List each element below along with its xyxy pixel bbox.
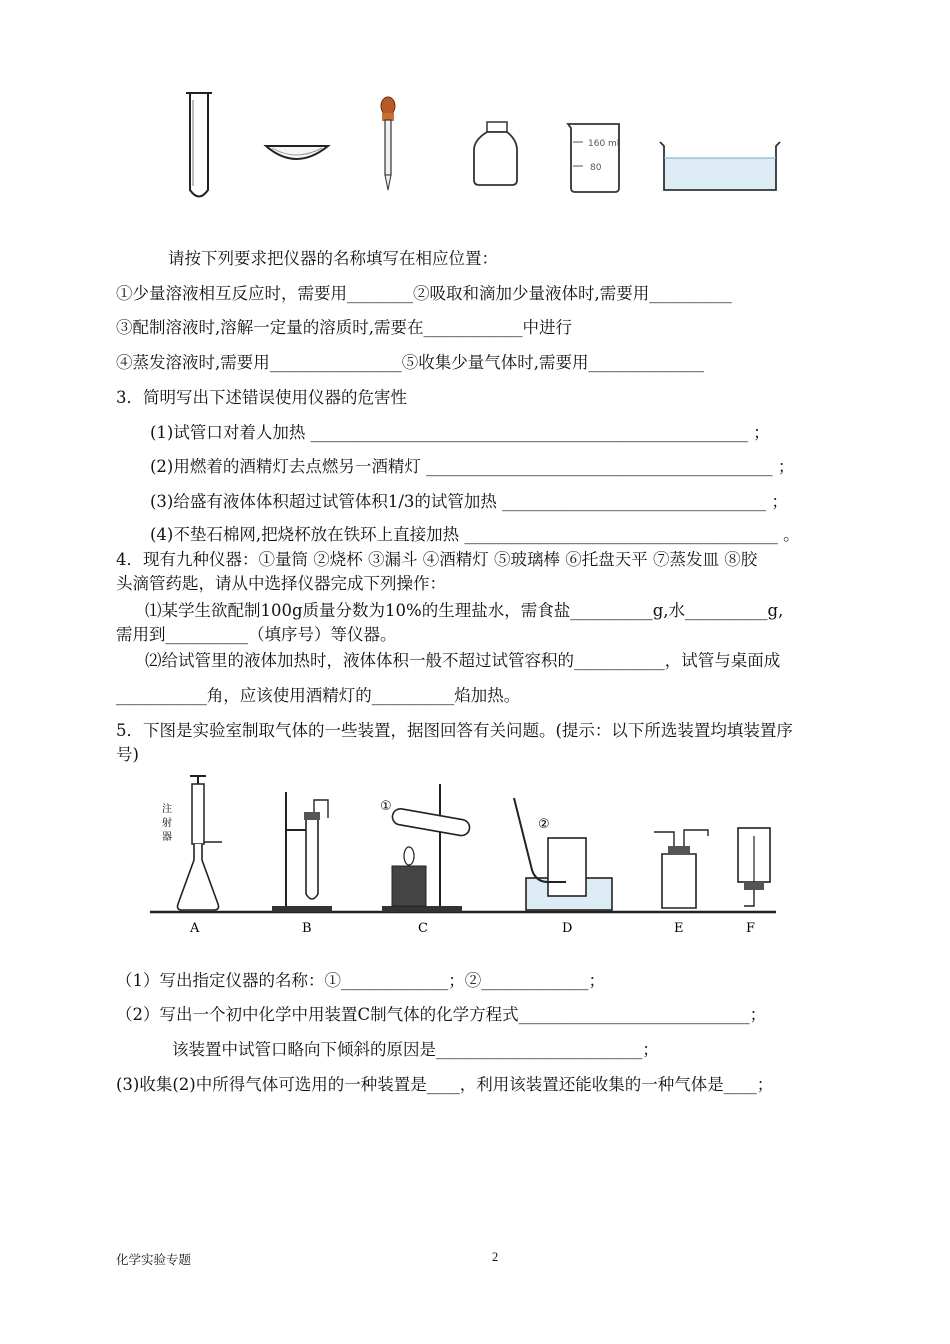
footer-title: 化学实验专题	[116, 1253, 192, 1267]
figure-label-d: D	[562, 921, 573, 936]
question-3-item-4: (4)不垫石棉网,把烧杯放在铁环上直接加热 ______________________________________ 。	[150, 525, 800, 544]
question-5-sub-3: (3)收集(2)中所得气体可选用的一种装置是____，利用该装置还能收集的一种气体是____；	[116, 1075, 774, 1094]
fill-line-1: ①少量溶液相互反应时，需要用________②吸取和滴加少量液体时,需要用__________	[116, 284, 732, 303]
fill-line-2: ③配制溶液时,溶解一定量的溶质时,需要在____________中进行	[116, 318, 572, 337]
beaker-mark-80: 80	[590, 163, 602, 173]
figure-label-b: B	[302, 921, 312, 936]
figure-label-a: A	[190, 921, 200, 936]
question-5-sub-2: （2）写出一个初中化学中用装置C制气体的化学方程式____________________________；	[116, 1005, 767, 1024]
mark-1-in-figure: ①	[380, 799, 392, 814]
mark-2-in-figure: ②	[538, 817, 550, 832]
question-3-item-1: (1)试管口对着人加热 _____________________________________________________ ；	[150, 423, 770, 442]
question-5-title-2: 号)	[116, 745, 139, 764]
question-4-part2-1: ⑵给试管里的液体加热时，液体体积一般不超过试管容积的___________，试管与桌面成	[145, 651, 781, 670]
question-4-part2-2: ___________角，应该使用酒精灯的__________焰加热。	[116, 686, 521, 705]
figure-label-e: E	[674, 921, 684, 936]
fill-line-3: ④蒸发溶液时,需要用________________⑤收集少量气体时,需要用______________	[116, 353, 704, 372]
graduated-beaker-drawing	[568, 124, 619, 192]
dropper-drawing	[381, 97, 395, 190]
instrument-figure	[0, 0, 950, 210]
question-4-title-2: 头滴管药匙，请从中选择仪器完成下列操作：	[116, 574, 446, 593]
question-3-item-2: (2)用燃着的酒精灯去点燃另一酒精灯 __________________________________________ ；	[150, 457, 795, 476]
reagent-bottle-drawing	[474, 122, 517, 185]
water-trough-drawing	[660, 142, 780, 190]
evaporating-dish-drawing	[266, 146, 328, 159]
question-3-title: 3．简明写出下述错误使用仪器的危害性	[116, 388, 407, 407]
syringe-label-2: 射	[162, 818, 172, 829]
question-5-sub-1: （1）写出指定仪器的名称：①_____________；②_____________；	[116, 971, 605, 990]
question-3-item-3: (3)给盛有液体体积超过试管体积1/3的试管加热 ________________________________ ；	[150, 492, 788, 511]
question-4-title-1: 4．现有九种仪器：①量筒 ②烧杯 ③漏斗 ④酒精灯 ⑤玻璃棒 ⑥托盘天平 ⑦蒸发皿 ⑧胶	[116, 550, 758, 569]
question-5-sub-2b: 该装置中试管口略向下倾斜的原因是_________________________；	[172, 1040, 659, 1059]
figure-label-f: F	[746, 921, 756, 936]
figure-label-c: C	[418, 921, 428, 936]
question-4-part1-1: ⑴某学生欲配制100g质量分数为10%的生理盐水，需食盐__________g,水__________g,	[145, 601, 784, 620]
beaker-mark-160: 160 ml	[588, 139, 620, 149]
test-tube-drawing	[186, 93, 212, 197]
instructions-text: 请按下列要求把仪器的名称填写在相应位置：	[168, 249, 498, 268]
question-5-title-1: 5．下图是实验室制取气体的一些装置，据图回答有关问题。(提示：以下所选装置均填装置序	[116, 721, 793, 740]
page-number: 2	[492, 1250, 499, 1264]
question-4-part1-2: 需用到__________（填序号）等仪器。	[116, 625, 397, 644]
apparatus-figure	[0, 770, 950, 940]
syringe-label-1: 注	[162, 804, 172, 815]
syringe-label-3: 器	[162, 832, 172, 843]
